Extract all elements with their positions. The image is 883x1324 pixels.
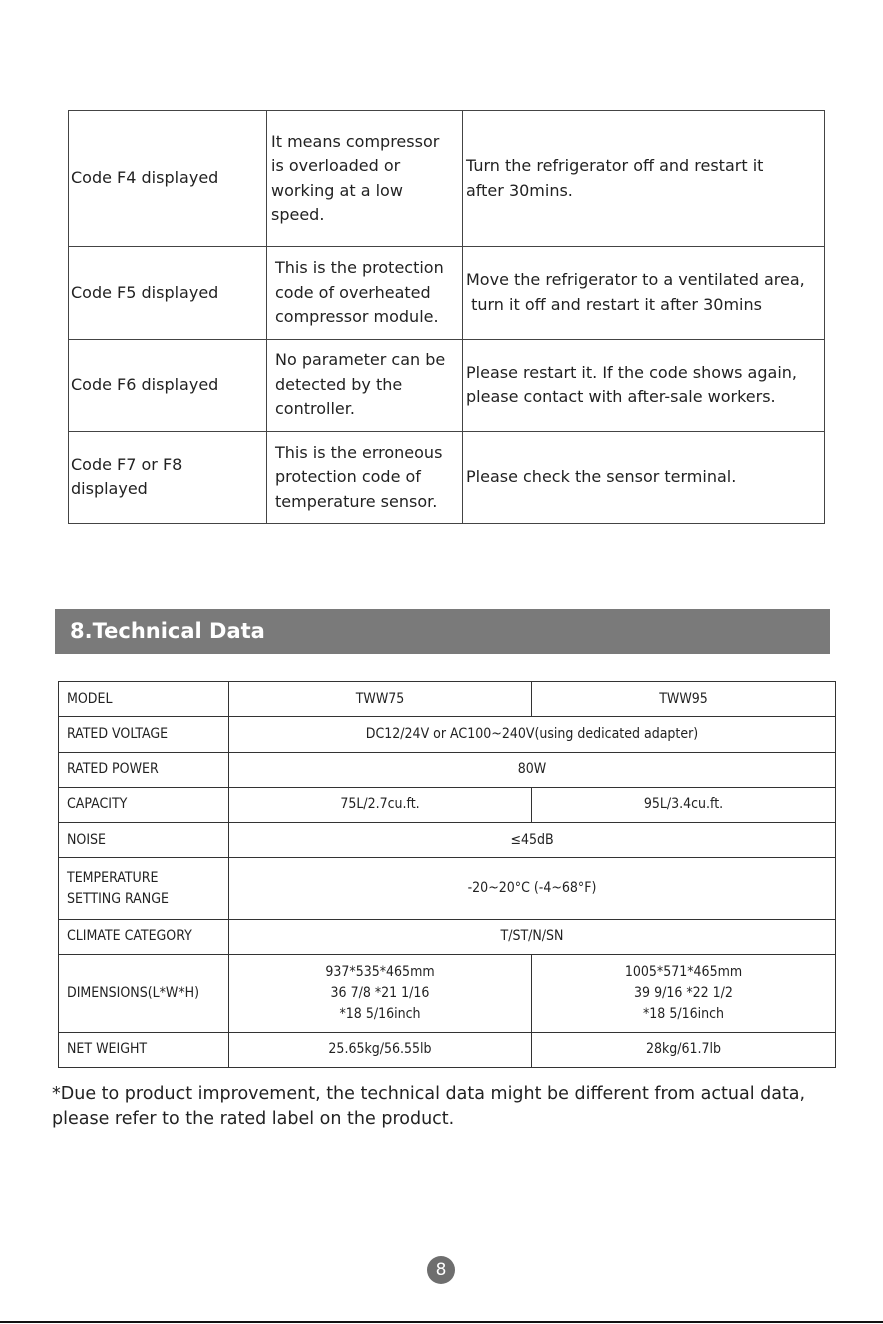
value-tww95: TWW95 bbox=[532, 682, 836, 717]
technical-data-table bbox=[58, 681, 836, 1068]
code-cell: Code F5 displayed bbox=[69, 247, 267, 339]
row-label: CLIMATE CATEGORY bbox=[59, 919, 229, 954]
table-row-dimensions bbox=[59, 955, 836, 1033]
footnote: *Due to product improvement, the technical data might be different from actual data, please refer to the rated label on the product. bbox=[52, 1084, 806, 1129]
table-row-f5 bbox=[69, 247, 825, 339]
value-shared: T/ST/N/SN bbox=[229, 919, 836, 954]
row-label: NOISE bbox=[59, 823, 229, 858]
bottom-divider bbox=[0, 1321, 883, 1323]
table-row-noise bbox=[59, 823, 836, 858]
row-label: CAPACITY bbox=[59, 787, 229, 822]
value-tww75: TWW75 bbox=[229, 682, 532, 717]
table-row-f6 bbox=[69, 339, 825, 431]
solution-cell: Please restart it. If the code shows again, please contact with after-sale workers. bbox=[463, 339, 825, 431]
table-row-model bbox=[59, 682, 836, 717]
cause-cell: It means compressor is overloaded or working at a low speed. bbox=[267, 111, 463, 247]
value-tww95: 95L/3.4cu.ft. bbox=[532, 787, 836, 822]
section-title-technical-data: 8.Technical Data bbox=[55, 609, 830, 654]
value-shared: DC12/24V or AC100~240V(using dedicated adapter) bbox=[229, 717, 836, 752]
code-cell: Code F6 displayed bbox=[69, 339, 267, 431]
solution-cell: Please check the sensor terminal. bbox=[463, 431, 825, 523]
page-number-badge: 8 bbox=[427, 1256, 455, 1284]
value-shared: ≤45dB bbox=[229, 823, 836, 858]
value-tww75: 25.65kg/56.55lb bbox=[229, 1032, 532, 1067]
row-label: RATED POWER bbox=[59, 752, 229, 787]
table-row-temperature bbox=[59, 858, 836, 919]
solution-cell: Turn the refrigerator off and restart it after 30mins. bbox=[463, 111, 825, 247]
table-row-f7-f8 bbox=[69, 431, 825, 523]
troubleshooting-table bbox=[68, 110, 825, 524]
value-tww75: 937*535*465mm 36 7/8 *21 1/16 *18 5/16inch bbox=[229, 955, 532, 1033]
cause-cell: No parameter can be detected by the controller. bbox=[267, 339, 463, 431]
table-row-climate bbox=[59, 919, 836, 954]
table-row-rated-voltage bbox=[59, 717, 836, 752]
table-row-capacity bbox=[59, 787, 836, 822]
row-label: NET WEIGHT bbox=[59, 1032, 229, 1067]
table-row-net-weight bbox=[59, 1032, 836, 1067]
row-label: RATED VOLTAGE bbox=[59, 717, 229, 752]
value-shared: 80W bbox=[229, 752, 836, 787]
table-row-rated-power bbox=[59, 752, 836, 787]
value-shared: -20~20°C (-4~68°F) bbox=[229, 858, 836, 919]
row-label: DIMENSIONS(L*W*H) bbox=[59, 955, 229, 1033]
solution-cell: Move the refrigerator to a ventilated area, turn it off and restart it after 30mins bbox=[463, 247, 825, 339]
code-cell: Code F7 or F8 displayed bbox=[69, 431, 267, 523]
value-tww95: 1005*571*465mm 39 9/16 *22 1/2 *18 5/16inch bbox=[532, 955, 836, 1033]
value-tww95: 28kg/61.7lb bbox=[532, 1032, 836, 1067]
row-label: MODEL bbox=[59, 682, 229, 717]
value-tww75: 75L/2.7cu.ft. bbox=[229, 787, 532, 822]
cause-cell: This is the protection code of overheated compressor module. bbox=[267, 247, 463, 339]
row-label: TEMPERATURE SETTING RANGE bbox=[59, 858, 229, 919]
table-row-f4 bbox=[69, 111, 825, 247]
cause-cell: This is the erroneous protection code of temperature sensor. bbox=[267, 431, 463, 523]
code-cell: Code F4 displayed bbox=[69, 111, 267, 247]
